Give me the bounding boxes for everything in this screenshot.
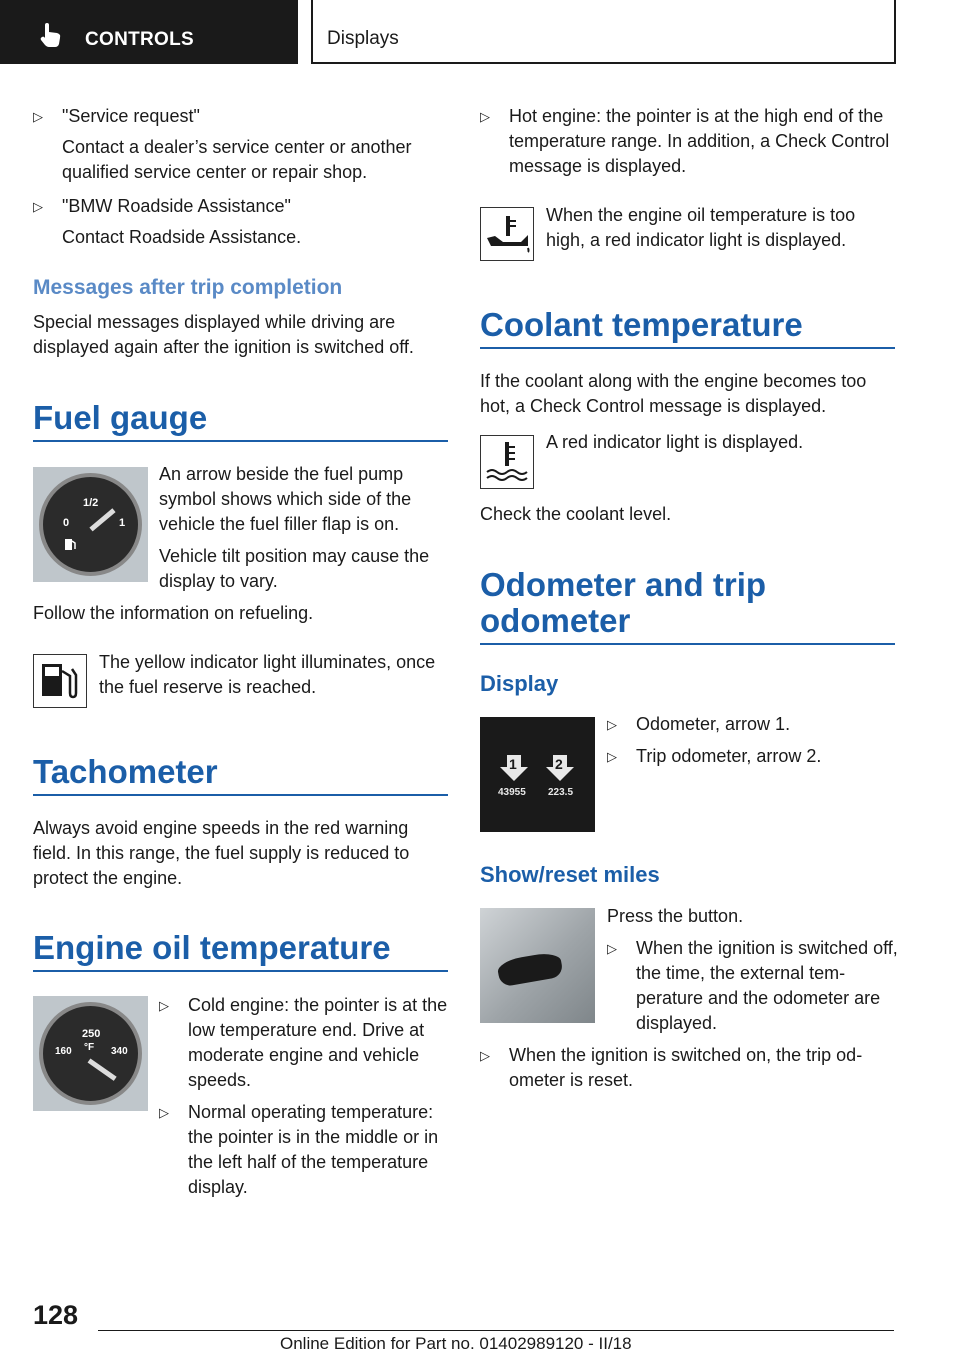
oil-gauge-high: 340 [111, 1046, 128, 1057]
bullet-text: Odometer, arrow 1. [636, 714, 791, 734]
coolant-heading: Coolant temperature [480, 306, 803, 343]
bullet-text: Trip odometer, arrow 2. [636, 746, 822, 766]
oil-gauge-low: 160 [55, 1046, 72, 1057]
fuel-gauge-zero: 0 [63, 517, 70, 529]
bullet-triangle-icon: ▷ [607, 717, 617, 732]
bullet-roadside [33, 194, 448, 250]
bullet-body: Contact Roadside Assistance. [62, 227, 302, 247]
bullet-triangle-icon: ▷ [33, 199, 43, 214]
coolant-body: If the coolant along with the engine becomes too hot, a Check Control message is displayed. [480, 371, 867, 416]
bullet-triangle-icon: ▷ [159, 1105, 169, 1120]
odometer-heading-line1: Odometer and trip [480, 566, 767, 603]
trip-readout: 223.5 [548, 787, 574, 798]
bullet-triangle-icon: ▷ [480, 109, 490, 124]
engine-oil-heading: Engine oil temperature [33, 929, 391, 966]
chapter-tab-label: Displays [327, 28, 399, 49]
bullet-label: "Service request" [62, 106, 200, 126]
bullet-label: "BMW Roadside Assistance" [62, 196, 291, 216]
fuel-para-3: Follow the information on refueling. [33, 603, 314, 623]
arrow-2-label: 2 [555, 756, 563, 772]
bullet-cold-engine [159, 993, 449, 1093]
reset-button-image [480, 908, 595, 1023]
heading-rule [480, 347, 895, 349]
messages-heading: Messages after trip completion [33, 276, 343, 299]
odometer-heading-line2: odometer [480, 602, 631, 639]
fuel-gauge-one: 1 [119, 517, 126, 529]
bullet-triangle-icon: ▷ [33, 109, 43, 124]
chapter-tab-displays [311, 0, 896, 64]
coolant-indicator-text: A red indicator light is displayed. [546, 432, 804, 452]
bullet-text: Cold engine: the pointer is at the low temperature end. Drive at moderate engine and vehicle speeds. [188, 995, 448, 1090]
bullet-hot-engine [480, 104, 895, 179]
bullet-ignition-off [607, 936, 899, 1036]
tachometer-heading: Tachometer [33, 753, 218, 790]
heading-rule [480, 643, 895, 645]
page-number: 128 [33, 1300, 79, 1330]
fuel-gauge-dial [39, 473, 142, 576]
fuel-indicator-text: The yellow indicator light illuminates, once the fuel reserve is reached. [99, 652, 436, 697]
section-tab-label: CONTROLS [85, 29, 195, 50]
heading-rule [33, 794, 448, 796]
footer-rule [98, 1330, 894, 1331]
fuel-para-1: An arrow beside the fuel pump symbol shows which side of the vehicle the fuel filler flap is on. [159, 464, 412, 534]
reset-button-shape [496, 951, 564, 988]
oil-gauge-unit: °F [84, 1042, 95, 1053]
odometer-readout: 43955 [498, 787, 526, 798]
coolant-indicator-box [480, 435, 534, 489]
reset-heading: Show/reset miles [480, 862, 660, 887]
hand-pointer-icon [38, 22, 64, 48]
fuel-para-2: Vehicle tilt position may cause the display to vary. [159, 546, 430, 591]
heading-rule [33, 970, 448, 972]
fuel-gauge-half: 1/2 [83, 497, 99, 509]
bullet-service-request [33, 104, 448, 185]
bullet-triangle-icon: ▷ [480, 1048, 490, 1063]
bullet-triangle-icon: ▷ [159, 998, 169, 1013]
fuel-gauge-image [33, 467, 148, 582]
bullet-trip-odometer [607, 744, 897, 769]
bullet-triangle-icon: ▷ [607, 749, 617, 764]
fuel-pump-icon [63, 537, 77, 551]
reset-press-text: Press the button. [607, 906, 744, 926]
oil-gauge-image [33, 996, 148, 1111]
messages-body: Special messages displayed while driving are displayed again after the ignition is switched off. [33, 312, 414, 357]
oil-gauge-mid: 250 [82, 1028, 101, 1040]
display-heading: Display [480, 671, 559, 696]
fuel-gauge-heading: Fuel gauge [33, 399, 208, 436]
footer-edition: Online Edition for Part no. 01402989120 - II/18 [280, 1334, 632, 1353]
bullet-text: When the ignition is switched on, the trip odometer is reset. [509, 1045, 863, 1090]
oil-temp-indicator-box [480, 207, 534, 261]
bullet-triangle-icon: ▷ [607, 941, 617, 956]
bullet-odometer [607, 712, 897, 737]
arrow-1-label: 1 [509, 756, 517, 772]
odometer-display-image [480, 717, 595, 832]
bullet-body: Contact a dealer’s service center or another qualified service center or repair shop. [62, 137, 412, 182]
oil-indicator-text: When the engine oil temperature is too high, a red indicator light is displayed. [546, 205, 856, 250]
heading-rule [33, 440, 448, 442]
bullet-text: Normal operating temperature: the pointer is in the middle or in the left half of the temperature display. [188, 1102, 439, 1197]
oil-temperature-icon [481, 208, 533, 260]
section-tab-controls [0, 0, 298, 64]
bullet-text: When the ignition is switched off, the time, the external temperature and the odometer are displayed. [636, 938, 898, 1033]
bullet-text: Hot engine: the pointer is at the high end of the temperature range. In addition, a Check Control message is displayed. [509, 106, 890, 176]
fuel-indicator-box [33, 654, 87, 708]
bullet-normal-temp [159, 1100, 449, 1200]
bullet-ignition-on [480, 1043, 895, 1093]
tachometer-body: Always avoid engine speeds in the red warning field. In this range, the fuel supply is reduced to protect the engine. [33, 818, 410, 888]
coolant-check-text: Check the coolant level. [480, 504, 672, 524]
coolant-temperature-icon [481, 436, 533, 488]
fuel-pump-indicator-icon [34, 655, 86, 707]
